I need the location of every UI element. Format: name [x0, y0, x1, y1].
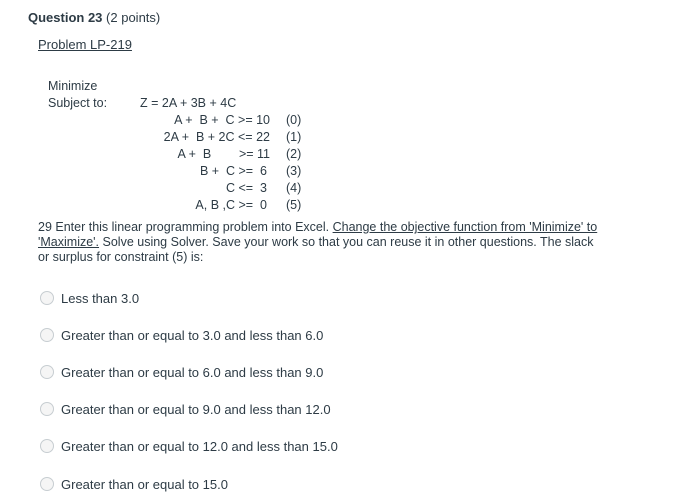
lp-constraint-expr: A + B >= 11 — [177, 147, 270, 161]
lp-objective-expr: Z = 2A + 3B + 4C — [140, 96, 237, 110]
answer-option[interactable] — [40, 474, 228, 494]
answer-option[interactable] — [40, 288, 139, 308]
lp-row-number: (1) — [286, 130, 302, 144]
question-text-part3: Solve using Solver. Save your work so that you can reuse it in other questions. The slack or surplus for constraint (5) is: — [38, 235, 594, 264]
radio-button[interactable] — [40, 328, 54, 342]
lp-row-number: (3) — [286, 164, 302, 178]
answer-option[interactable] — [40, 436, 338, 456]
answer-option-label: Greater than or equal to 6.0 and less than 9.0 — [61, 364, 324, 380]
question-header — [28, 10, 160, 25]
lp-row-number: (0) — [286, 113, 302, 127]
lp-row-number: (5) — [286, 198, 302, 212]
radio-button[interactable] — [40, 402, 54, 416]
radio-button[interactable] — [40, 291, 54, 305]
radio-button[interactable] — [40, 439, 54, 453]
question-text — [38, 220, 598, 265]
lp-constraint-expr: 2A + B + 2C <= 22 — [163, 130, 270, 144]
answer-option[interactable] — [40, 325, 323, 345]
radio-button[interactable] — [40, 365, 54, 379]
lp-row-number: (2) — [286, 147, 302, 161]
answer-option-label: Greater than or equal to 9.0 and less than 12.0 — [61, 401, 331, 417]
answer-option-label: Greater than or equal to 15.0 — [61, 476, 228, 492]
lp-constraint-expr: A + B + C >= 10 — [174, 113, 270, 127]
answer-option[interactable] — [40, 362, 323, 382]
answer-option-label: Less than 3.0 — [61, 290, 140, 306]
answer-option[interactable] — [40, 399, 331, 419]
question-text-part1: 29 Enter this linear programming problem into Excel. — [38, 220, 333, 234]
lp-row-number: (4) — [286, 181, 302, 195]
question-number: Question 23 — [28, 10, 103, 25]
radio-button[interactable] — [40, 477, 54, 491]
question-points: (2 points) — [106, 10, 161, 25]
lp-objective-label: Minimize — [48, 79, 98, 93]
lp-nonnegativity-expr: A, B ,C >= 0 — [195, 198, 267, 212]
lp-constraint-expr: C <= 3 — [226, 181, 267, 195]
lp-constraint-expr: B + C >= 6 — [199, 164, 267, 178]
answer-option-label: Greater than or equal to 3.0 and less than 6.0 — [61, 327, 324, 343]
lp-constraints-label: Subject to: — [48, 96, 108, 110]
answer-option-label: Greater than or equal to 12.0 and less than 15.0 — [61, 438, 338, 454]
question-text-emphasis: Change the objective function from 'Minimize' to 'Maximize'. — [38, 220, 598, 249]
problem-link[interactable]: Problem LP-219 — [38, 37, 132, 52]
